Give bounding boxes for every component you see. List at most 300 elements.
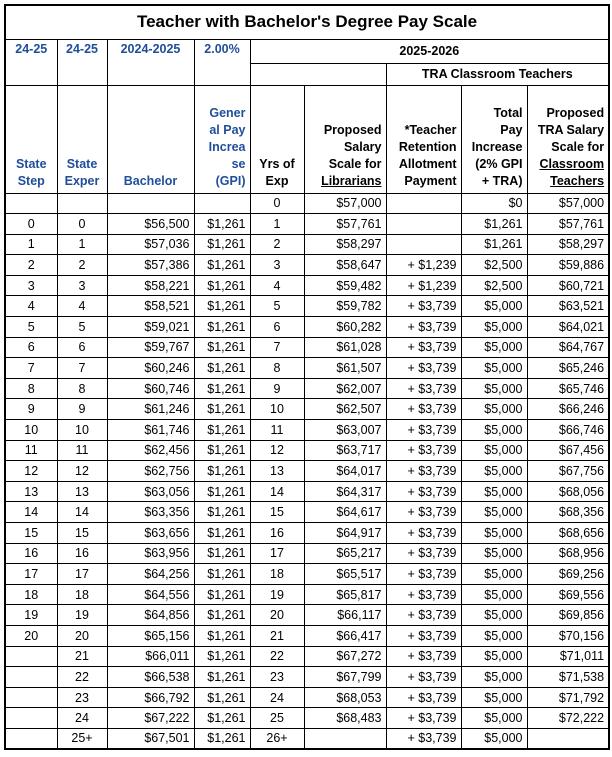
cell-state-step: 18 — [5, 584, 57, 605]
cell-state-step: 4 — [5, 296, 57, 317]
cell-bachelor: $60,746 — [107, 378, 194, 399]
cell-yrs-exp: 23 — [250, 667, 304, 688]
cell-librarian-salary: $61,028 — [304, 337, 386, 358]
cell-retention-payment: + $3,739 — [386, 605, 461, 626]
cell-retention-payment: + $3,739 — [386, 358, 461, 379]
cell-total-pay-increase: $1,261 — [461, 234, 527, 255]
colhead-tra-scale — [527, 85, 609, 193]
cell-retention-payment: + $3,739 — [386, 399, 461, 420]
cell-state-step: 5 — [5, 317, 57, 338]
cell-tra-salary: $57,761 — [527, 214, 609, 235]
cell-total-pay-increase: $5,000 — [461, 687, 527, 708]
cell-gpi: $1,261 — [194, 358, 250, 379]
cell-state-exper: 8 — [57, 378, 107, 399]
cell-state-exper: 4 — [57, 296, 107, 317]
cell-state-exper: 19 — [57, 605, 107, 626]
header-bachelor-year: 2024-2025 — [107, 39, 194, 85]
cell-yrs-exp: 26+ — [250, 728, 304, 749]
header-gpi-percent: 2.00% — [194, 39, 250, 85]
cell-total-pay-increase: $5,000 — [461, 543, 527, 564]
cell-bachelor: $63,056 — [107, 481, 194, 502]
cell-yrs-exp: 20 — [250, 605, 304, 626]
table-row — [5, 378, 609, 399]
cell-total-pay-increase: $5,000 — [461, 523, 527, 544]
cell-retention-payment: + $3,739 — [386, 461, 461, 482]
colhead-tra-line4: Classroom — [539, 156, 605, 171]
cell-bachelor: $63,356 — [107, 502, 194, 523]
cell-yrs-exp: 11 — [250, 420, 304, 441]
cell-state-exper: 25+ — [57, 728, 107, 749]
cell-gpi: $1,261 — [194, 728, 250, 749]
cell-bachelor: $65,156 — [107, 625, 194, 646]
cell-gpi: $1,261 — [194, 646, 250, 667]
cell-retention-payment: + $3,739 — [386, 420, 461, 441]
cell-total-pay-increase: $5,000 — [461, 625, 527, 646]
cell-state-exper: 24 — [57, 708, 107, 729]
cell-state-exper: 9 — [57, 399, 107, 420]
cell-yrs-exp: 8 — [250, 358, 304, 379]
cell-librarian-salary: $59,482 — [304, 275, 386, 296]
cell-state-step — [5, 687, 57, 708]
cell-gpi: $1,261 — [194, 440, 250, 461]
cell-state-step: 7 — [5, 358, 57, 379]
cell-yrs-exp: 4 — [250, 275, 304, 296]
cell-state-exper: 22 — [57, 667, 107, 688]
cell-gpi: $1,261 — [194, 605, 250, 626]
cell-librarian-salary: $63,007 — [304, 420, 386, 441]
cell-state-exper: 6 — [57, 337, 107, 358]
cell-tra-salary: $57,000 — [527, 193, 609, 214]
cell-state-exper: 11 — [57, 440, 107, 461]
cell-total-pay-increase: $5,000 — [461, 420, 527, 441]
cell-librarian-salary: $62,507 — [304, 399, 386, 420]
cell-yrs-exp: 15 — [250, 502, 304, 523]
cell-state-exper: 13 — [57, 481, 107, 502]
cell-state-exper: 20 — [57, 625, 107, 646]
cell-librarian-salary: $64,317 — [304, 481, 386, 502]
cell-state-step: 6 — [5, 337, 57, 358]
cell-librarian-salary: $63,717 — [304, 440, 386, 461]
cell-state-step: 14 — [5, 502, 57, 523]
cell-bachelor: $62,756 — [107, 461, 194, 482]
cell-retention-payment: + $1,239 — [386, 275, 461, 296]
cell-state-step: 8 — [5, 378, 57, 399]
cell-tra-salary: $71,792 — [527, 687, 609, 708]
cell-librarian-salary — [304, 728, 386, 749]
cell-librarian-salary: $67,799 — [304, 667, 386, 688]
cell-total-pay-increase: $5,000 — [461, 646, 527, 667]
cell-retention-payment: + $3,739 — [386, 543, 461, 564]
cell-state-step: 16 — [5, 543, 57, 564]
cell-total-pay-increase: $5,000 — [461, 502, 527, 523]
colhead-gpi — [194, 85, 250, 193]
cell-bachelor: $57,036 — [107, 234, 194, 255]
cell-gpi: $1,261 — [194, 625, 250, 646]
cell-state-step — [5, 728, 57, 749]
cell-state-step — [5, 646, 57, 667]
table-row — [5, 502, 609, 523]
cell-tra-salary: $71,538 — [527, 667, 609, 688]
colhead-librarians-line1: Proposed — [323, 122, 382, 137]
cell-state-exper: 2 — [57, 255, 107, 276]
cell-librarian-salary: $57,761 — [304, 214, 386, 235]
page-title: Teacher with Bachelor's Degree Pay Scale — [5, 5, 609, 39]
cell-total-pay-increase: $1,261 — [461, 214, 527, 235]
cell-bachelor: $64,256 — [107, 564, 194, 585]
cell-state-exper: 21 — [57, 646, 107, 667]
cell-tra-salary: $60,721 — [527, 275, 609, 296]
cell-librarian-salary: $65,517 — [304, 564, 386, 585]
cell-tra-salary: $68,656 — [527, 523, 609, 544]
cell-state-exper: 3 — [57, 275, 107, 296]
cell-retention-payment: + $3,739 — [386, 296, 461, 317]
cell-retention-payment: + $3,739 — [386, 667, 461, 688]
table-row — [5, 584, 609, 605]
cell-bachelor: $66,792 — [107, 687, 194, 708]
cell-state-exper: 18 — [57, 584, 107, 605]
cell-librarian-salary: $68,483 — [304, 708, 386, 729]
cell-bachelor: $64,556 — [107, 584, 194, 605]
colhead-total-line3: Increase — [471, 139, 523, 154]
cell-tra-salary: $68,356 — [527, 502, 609, 523]
cell-total-pay-increase: $2,500 — [461, 275, 527, 296]
cell-bachelor: $67,222 — [107, 708, 194, 729]
cell-state-step — [5, 193, 57, 214]
cell-bachelor: $66,011 — [107, 646, 194, 667]
colhead-retention — [386, 85, 461, 193]
cell-retention-payment: + $3,739 — [386, 481, 461, 502]
cell-gpi: $1,261 — [194, 275, 250, 296]
cell-gpi: $1,261 — [194, 378, 250, 399]
cell-yrs-exp: 21 — [250, 625, 304, 646]
colhead-retention-line3: Allotment — [398, 156, 457, 171]
cell-librarian-salary: $58,297 — [304, 234, 386, 255]
cell-yrs-exp: 18 — [250, 564, 304, 585]
cell-total-pay-increase: $5,000 — [461, 605, 527, 626]
cell-retention-payment: + $3,739 — [386, 337, 461, 358]
cell-tra-salary: $72,222 — [527, 708, 609, 729]
cell-total-pay-increase: $5,000 — [461, 440, 527, 461]
cell-gpi: $1,261 — [194, 461, 250, 482]
table-row — [5, 193, 609, 214]
cell-state-step: 17 — [5, 564, 57, 585]
cell-state-exper: 17 — [57, 564, 107, 585]
header-state-step-year: 24-25 — [5, 39, 57, 85]
cell-total-pay-increase: $5,000 — [461, 317, 527, 338]
colhead-retention-line1: *Teacher — [404, 122, 457, 137]
cell-yrs-exp: 16 — [250, 523, 304, 544]
table-row — [5, 420, 609, 441]
cell-librarian-salary: $64,917 — [304, 523, 386, 544]
cell-retention-payment: + $3,739 — [386, 523, 461, 544]
table-row — [5, 687, 609, 708]
cell-state-exper: 14 — [57, 502, 107, 523]
cell-state-exper: 10 — [57, 420, 107, 441]
cell-state-step: 11 — [5, 440, 57, 461]
cell-gpi: $1,261 — [194, 543, 250, 564]
colhead-retention-line2: Retention — [398, 139, 457, 154]
cell-yrs-exp: 5 — [250, 296, 304, 317]
cell-state-exper: 0 — [57, 214, 107, 235]
cell-bachelor: $67,501 — [107, 728, 194, 749]
table-row — [5, 728, 609, 749]
cell-state-exper: 5 — [57, 317, 107, 338]
cell-total-pay-increase: $5,000 — [461, 728, 527, 749]
cell-state-step — [5, 667, 57, 688]
colhead-total-line1: Total — [493, 105, 523, 120]
cell-retention-payment: + $3,739 — [386, 502, 461, 523]
cell-tra-salary: $67,456 — [527, 440, 609, 461]
cell-gpi — [194, 193, 250, 214]
cell-bachelor: $58,521 — [107, 296, 194, 317]
cell-tra-salary: $58,297 — [527, 234, 609, 255]
cell-retention-payment: + $3,739 — [386, 728, 461, 749]
cell-bachelor: $56,500 — [107, 214, 194, 235]
cell-total-pay-increase: $5,000 — [461, 296, 527, 317]
cell-gpi: $1,261 — [194, 337, 250, 358]
cell-total-pay-increase: $5,000 — [461, 584, 527, 605]
cell-tra-salary — [527, 728, 609, 749]
cell-tra-salary: $59,886 — [527, 255, 609, 276]
cell-tra-salary: $66,246 — [527, 399, 609, 420]
cell-gpi: $1,261 — [194, 420, 250, 441]
cell-state-exper: 15 — [57, 523, 107, 544]
cell-librarian-salary: $58,647 — [304, 255, 386, 276]
table-row — [5, 646, 609, 667]
cell-librarian-salary: $57,000 — [304, 193, 386, 214]
cell-total-pay-increase: $5,000 — [461, 461, 527, 482]
cell-gpi: $1,261 — [194, 502, 250, 523]
cell-bachelor: $61,746 — [107, 420, 194, 441]
cell-gpi: $1,261 — [194, 399, 250, 420]
header-2025-2026: 2025-2026 — [250, 39, 609, 63]
table-row — [5, 625, 609, 646]
cell-gpi: $1,261 — [194, 667, 250, 688]
colhead-librarians — [304, 85, 386, 193]
colhead-state-exper: State Exper — [57, 85, 107, 193]
cell-state-step: 9 — [5, 399, 57, 420]
colhead-librarians-line3: Scale for — [328, 156, 382, 171]
cell-gpi: $1,261 — [194, 214, 250, 235]
table-row — [5, 296, 609, 317]
cell-tra-salary: $64,767 — [527, 337, 609, 358]
cell-tra-salary: $67,756 — [527, 461, 609, 482]
cell-state-step: 2 — [5, 255, 57, 276]
cell-tra-salary: $65,746 — [527, 378, 609, 399]
cell-yrs-exp: 17 — [250, 543, 304, 564]
cell-retention-payment: + $1,239 — [386, 255, 461, 276]
cell-tra-salary: $66,746 — [527, 420, 609, 441]
cell-gpi: $1,261 — [194, 255, 250, 276]
colhead-tra-line3: Scale for — [551, 139, 605, 154]
colhead-state-step: State Step — [5, 85, 57, 193]
cell-total-pay-increase: $0 — [461, 193, 527, 214]
cell-bachelor: $59,767 — [107, 337, 194, 358]
cell-bachelor — [107, 193, 194, 214]
table-row — [5, 543, 609, 564]
cell-total-pay-increase: $5,000 — [461, 708, 527, 729]
colhead-librarians-line2: Salary — [343, 139, 382, 154]
cell-yrs-exp: 24 — [250, 687, 304, 708]
cell-yrs-exp: 3 — [250, 255, 304, 276]
colhead-gpi-line4: se — [231, 156, 246, 171]
cell-librarian-salary: $65,817 — [304, 584, 386, 605]
cell-yrs-exp: 6 — [250, 317, 304, 338]
cell-gpi: $1,261 — [194, 296, 250, 317]
table-row — [5, 275, 609, 296]
cell-yrs-exp: 9 — [250, 378, 304, 399]
cell-total-pay-increase: $5,000 — [461, 358, 527, 379]
cell-retention-payment: + $3,739 — [386, 317, 461, 338]
table-row — [5, 667, 609, 688]
cell-state-step: 3 — [5, 275, 57, 296]
cell-yrs-exp: 25 — [250, 708, 304, 729]
cell-state-exper: 16 — [57, 543, 107, 564]
cell-state-exper: 23 — [57, 687, 107, 708]
table-row — [5, 399, 609, 420]
cell-librarian-salary: $68,053 — [304, 687, 386, 708]
cell-bachelor: $62,456 — [107, 440, 194, 461]
table-row — [5, 605, 609, 626]
cell-gpi: $1,261 — [194, 317, 250, 338]
cell-retention-payment: + $3,739 — [386, 378, 461, 399]
cell-gpi: $1,261 — [194, 708, 250, 729]
cell-state-step: 10 — [5, 420, 57, 441]
pay-scale-table — [4, 4, 610, 750]
cell-yrs-exp: 14 — [250, 481, 304, 502]
cell-tra-salary: $65,246 — [527, 358, 609, 379]
colhead-librarians-line4: Librarians — [321, 173, 382, 188]
table-row — [5, 461, 609, 482]
colhead-total-line2: Pay — [500, 122, 523, 137]
cell-yrs-exp: 22 — [250, 646, 304, 667]
cell-bachelor: $66,538 — [107, 667, 194, 688]
cell-gpi: $1,261 — [194, 564, 250, 585]
cell-tra-salary: $69,256 — [527, 564, 609, 585]
header-state-exper-year: 24-25 — [57, 39, 107, 85]
cell-retention-payment: + $3,739 — [386, 584, 461, 605]
cell-total-pay-increase: $2,500 — [461, 255, 527, 276]
cell-yrs-exp: 13 — [250, 461, 304, 482]
cell-retention-payment: + $3,739 — [386, 440, 461, 461]
cell-tra-salary: $70,156 — [527, 625, 609, 646]
table-row — [5, 358, 609, 379]
cell-retention-payment: + $3,739 — [386, 646, 461, 667]
colhead-yrs-exp: Yrs of Exp — [250, 85, 304, 193]
cell-gpi: $1,261 — [194, 687, 250, 708]
cell-total-pay-increase: $5,000 — [461, 337, 527, 358]
table-row — [5, 234, 609, 255]
table-row — [5, 523, 609, 544]
cell-yrs-exp: 19 — [250, 584, 304, 605]
cell-tra-salary: $63,521 — [527, 296, 609, 317]
cell-retention-payment — [386, 234, 461, 255]
colhead-gpi-line5: (GPI) — [215, 173, 246, 188]
colhead-gpi-line2: al Pay — [209, 122, 246, 137]
cell-state-step: 20 — [5, 625, 57, 646]
cell-tra-salary: $68,056 — [527, 481, 609, 502]
pay-scale-document — [4, 4, 608, 750]
cell-bachelor: $64,856 — [107, 605, 194, 626]
table-row — [5, 440, 609, 461]
cell-librarian-salary: $66,417 — [304, 625, 386, 646]
colhead-gpi-line3: Increa — [208, 139, 246, 154]
cell-tra-salary: $68,956 — [527, 543, 609, 564]
cell-bachelor: $57,386 — [107, 255, 194, 276]
colhead-gpi-line1: Gener — [209, 105, 246, 120]
cell-gpi: $1,261 — [194, 234, 250, 255]
cell-state-exper: 1 — [57, 234, 107, 255]
cell-retention-payment: + $3,739 — [386, 687, 461, 708]
cell-retention-payment — [386, 193, 461, 214]
colhead-total-line5: + TRA) — [481, 173, 523, 188]
cell-yrs-exp: 2 — [250, 234, 304, 255]
header-spacer — [250, 63, 386, 85]
cell-bachelor: $63,656 — [107, 523, 194, 544]
cell-bachelor: $58,221 — [107, 275, 194, 296]
cell-librarian-salary: $65,217 — [304, 543, 386, 564]
cell-yrs-exp: 1 — [250, 214, 304, 235]
table-row — [5, 214, 609, 235]
cell-total-pay-increase: $5,000 — [461, 378, 527, 399]
colhead-total-line4: (2% GPI — [475, 156, 523, 171]
cell-state-step: 0 — [5, 214, 57, 235]
cell-tra-salary: $69,556 — [527, 584, 609, 605]
colhead-bachelor: Bachelor — [107, 85, 194, 193]
cell-bachelor: $59,021 — [107, 317, 194, 338]
cell-state-exper: 7 — [57, 358, 107, 379]
cell-yrs-exp: 10 — [250, 399, 304, 420]
cell-total-pay-increase: $5,000 — [461, 399, 527, 420]
cell-total-pay-increase: $5,000 — [461, 564, 527, 585]
cell-librarian-salary: $64,017 — [304, 461, 386, 482]
colhead-total-pay — [461, 85, 527, 193]
cell-librarian-salary: $61,507 — [304, 358, 386, 379]
cell-yrs-exp: 0 — [250, 193, 304, 214]
cell-retention-payment: + $3,739 — [386, 564, 461, 585]
table-row — [5, 481, 609, 502]
colhead-tra-line2: TRA Salary — [537, 122, 605, 137]
cell-state-step: 19 — [5, 605, 57, 626]
cell-librarian-salary: $62,007 — [304, 378, 386, 399]
cell-librarian-salary: $59,782 — [304, 296, 386, 317]
cell-bachelor: $61,246 — [107, 399, 194, 420]
cell-gpi: $1,261 — [194, 584, 250, 605]
cell-state-exper: 12 — [57, 461, 107, 482]
cell-state-step: 15 — [5, 523, 57, 544]
cell-state-step: 1 — [5, 234, 57, 255]
table-row — [5, 317, 609, 338]
table-row — [5, 708, 609, 729]
colhead-retention-line4: Payment — [404, 173, 457, 188]
table-row — [5, 337, 609, 358]
cell-bachelor: $60,246 — [107, 358, 194, 379]
cell-state-step — [5, 708, 57, 729]
cell-librarian-salary: $60,282 — [304, 317, 386, 338]
cell-gpi: $1,261 — [194, 523, 250, 544]
cell-state-step: 13 — [5, 481, 57, 502]
cell-state-step: 12 — [5, 461, 57, 482]
cell-retention-payment — [386, 214, 461, 235]
cell-gpi: $1,261 — [194, 481, 250, 502]
cell-librarian-salary: $66,117 — [304, 605, 386, 626]
table-row — [5, 564, 609, 585]
cell-yrs-exp: 7 — [250, 337, 304, 358]
cell-tra-salary: $69,856 — [527, 605, 609, 626]
table-row — [5, 255, 609, 276]
cell-retention-payment: + $3,739 — [386, 625, 461, 646]
colhead-tra-line5: Teachers — [550, 173, 605, 188]
